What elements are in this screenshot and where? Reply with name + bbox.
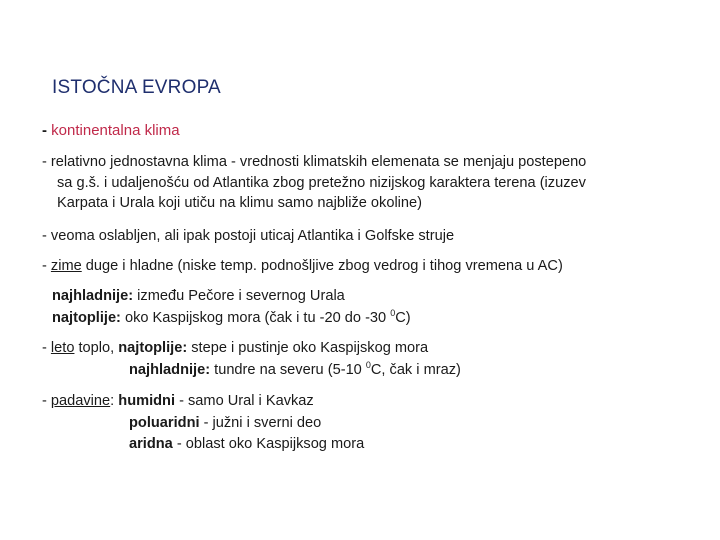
summer-coldest-text: tundre na severu (5-10 xyxy=(210,362,366,378)
paragraph-line: sa g.š. i udaljenošću od Atlantika zbog pretežno nizijskog karaktera terena (izuzev xyxy=(57,174,586,191)
summer-coldest-line xyxy=(129,360,461,381)
summer-line xyxy=(42,338,428,359)
precipitation-semiarid-text: - južni i sverni deo xyxy=(199,415,322,431)
summer-text: toplo, xyxy=(74,340,119,356)
paragraph-atlantic-influence: - veoma oslabljen, ali ipak postoji uticaj Atlantika i Golfske struje xyxy=(42,228,455,244)
precipitation-arid-label: aridna xyxy=(129,436,173,452)
winter-text: duge i hladne (niske temp. podnošljive zbog vedrog i tihog vremena u AC) xyxy=(81,258,563,274)
winter-warmest-text: oko Kaspijskog mora (čak i tu -20 do -30 xyxy=(120,310,391,326)
precipitation-arid-text: - oblast oko Kaspijksog mora xyxy=(172,436,365,452)
precipitation-semiarid-label: poluaridni xyxy=(129,415,200,431)
degree-superscript: 0 xyxy=(365,360,371,370)
subheading-text: kontinentalna klima xyxy=(51,122,180,139)
summer-keyword: leto xyxy=(50,340,75,356)
winter-warmest-end: C) xyxy=(395,310,411,326)
precipitation-line xyxy=(42,391,314,412)
winter-coldest-text: između Pečore i severnog Urala xyxy=(133,288,345,304)
precipitation-keyword: padavine xyxy=(50,393,111,409)
winter-coldest-label: najhladnije: xyxy=(52,288,134,304)
paragraph-line: Karpata i Urala koji utiču na klimu samo najbliže okoline) xyxy=(57,195,423,211)
precipitation-arid-line xyxy=(129,434,364,455)
winter-warmest-label: najtoplije: xyxy=(52,310,121,326)
paragraph-climate-description xyxy=(42,152,586,214)
degree-superscript: 0 xyxy=(390,308,396,318)
subheading-dash: - xyxy=(42,122,47,139)
summer-prefix: - xyxy=(42,340,51,356)
summer-coldest-label: najhladnije: xyxy=(129,362,211,378)
winter-keyword: zime xyxy=(50,258,82,274)
page-title: ISTOČNA EVROPA xyxy=(52,77,221,98)
winter-warmest-line xyxy=(52,308,411,329)
summer-warmest-text: stepe i pustinje oko Kaspijskog mora xyxy=(187,340,429,356)
winter-line xyxy=(42,256,563,277)
summer-warmest-label: najtoplije: xyxy=(118,340,188,356)
precipitation-humid-text: - samo Ural i Kavkaz xyxy=(175,393,314,409)
subheading xyxy=(42,122,180,139)
precipitation-semiarid-line xyxy=(129,413,321,434)
summer-coldest-end: C, čak i mraz) xyxy=(370,362,461,378)
precipitation-humid-label: humidni xyxy=(118,393,176,409)
winter-prefix: - xyxy=(42,258,51,274)
precipitation-prefix: - xyxy=(42,393,51,409)
winter-coldest-line xyxy=(52,286,345,307)
paragraph-line: - relativno jednostavna klima - vrednosti klimatskih elemenata se menjaju postepeno xyxy=(42,154,587,170)
precipitation-colon: : xyxy=(110,393,119,409)
